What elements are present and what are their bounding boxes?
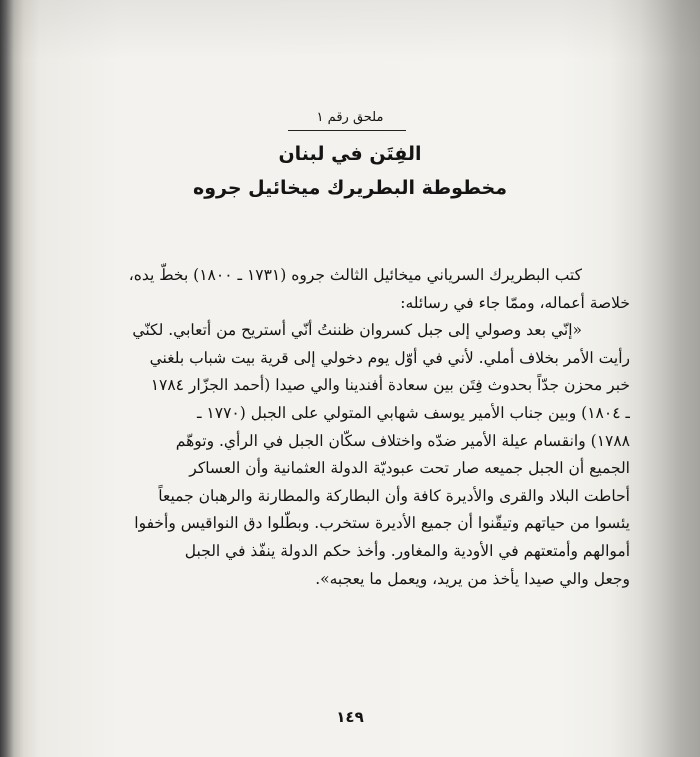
body-line: ـ ١٨٠٤) وبين جناب الأمير يوسف شهابي المتولي على الجبل (١٧٧٠ ـ (196, 403, 630, 422)
body-line: يئسوا من حياتهم وتيقّنوا أن جميع الأديرة ستخرب. وبطّلوا دق النواقيس وأخفوا (134, 514, 630, 533)
body-line: «إنّي بعد وصولي إلى جبل كسروان ظننتُ أنّي أستريح من أتعابي. لكنّي (132, 321, 582, 340)
appendix-label: ملحق رقم ١ (316, 110, 384, 125)
body-line: خبر محزن جدّاً بحدوث فِتَن بين سعادة أفندينا والي صيدا (أحمد الجزّار ١٧٨٤ (150, 376, 630, 395)
body-line: رأيت الأمر بخلاف أملي. لأني في أوّل يوم دخولي إلى قرية بيت شباب بلغني (149, 348, 630, 367)
body-line: كتب البطريرك السرياني ميخائيل الثالث جروه (١٧٣١ ـ ١٨٠٠) بخطّ يده، (128, 266, 582, 284)
chapter-subtitle: مخطوطة البطريرك ميخائيل جروه (193, 177, 507, 199)
body-text (4, 262, 630, 593)
body-line: وجعل والي صيدا يأخذ من يريد، ويعمل ما يعجبه». (315, 569, 630, 588)
page-number: ١٤٩ (336, 708, 364, 726)
body-line: أحاطت البلاد والقرى والأديرة كافة وأن البطاركة والمطارنة والرهبان جميعاً (158, 486, 630, 505)
body-line: ١٧٨٨) وانقسام عيلة الأمير ضدّه واختلاف سكّان الجبل في الرأي. وتوهّم (175, 431, 630, 450)
appendix-underline (288, 130, 406, 131)
chapter-title: الفِتَن في لبنان (278, 143, 422, 165)
body-line: خلاصة أعماله، وممّا جاء في رسائله: (400, 293, 630, 312)
body-line: أموالهم وأمتعتهم في الأودية والمغاور. وأخذ حكم الدولة ينفّذ في الجبل (184, 541, 630, 560)
body-line: الجميع أن الجبل جميعه صار تحت عبوديّة الدولة العثمانية وأن العساكر (189, 459, 630, 478)
